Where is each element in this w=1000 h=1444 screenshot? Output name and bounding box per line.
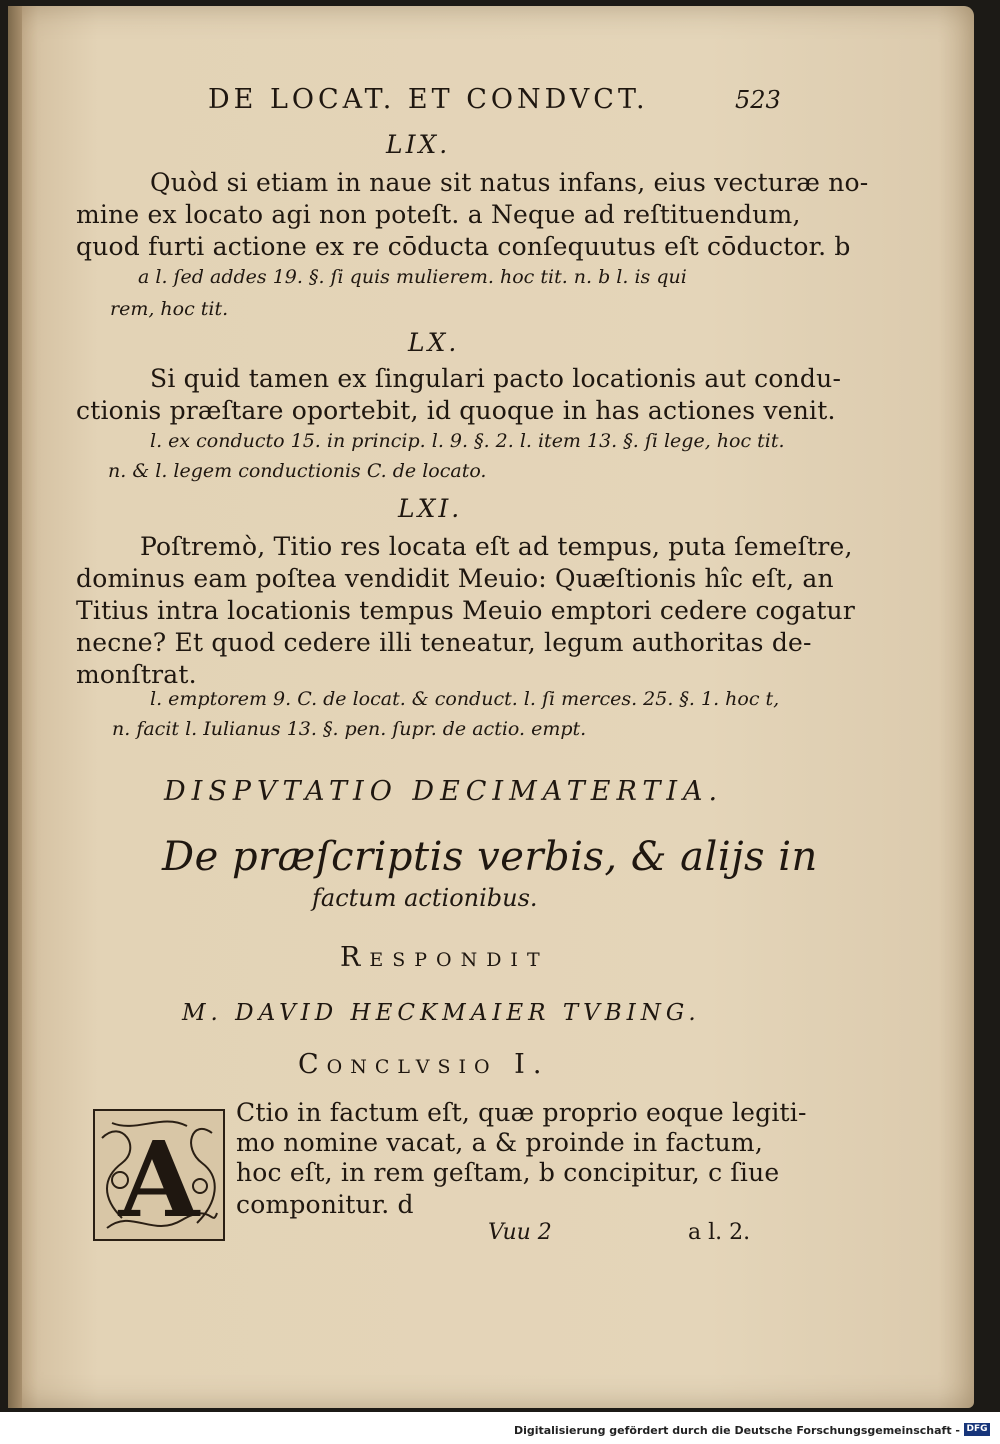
conclusion-line: componitur. d (236, 1190, 414, 1219)
conclusion-line: hoc eſt, in rem geſtam, b concipitur, c ſiue (236, 1158, 780, 1187)
disputation-subtitle-continued: factum actionibus. (312, 884, 538, 912)
respondent-name: M. DAVID HECKMAIER TVBING. (182, 1000, 701, 1026)
section-number-lx: LX. (408, 328, 460, 357)
catchword: a l. 2. (688, 1220, 751, 1245)
body-line: ctionis præſtare oportebit, id quoque in has actiones venit. (76, 396, 836, 425)
footnote-line: a l. ſed addes 19. §. ſi quis mulierem. hoc tit. n. b l. is qui (138, 266, 687, 288)
page-number: 523 (735, 86, 781, 114)
disputation-title: DISPVTATIO DECIMATERTIA. (164, 776, 724, 807)
footnote-line: l. ex conducto 15. in princip. l. 9. §. 2. l. item 13. §. ſi lege, hoc tit. (150, 430, 785, 452)
footer-credit: Digitalisierung gefördert durch die Deutsche Forschungsgemeinschaft - (513, 1424, 960, 1437)
initial-letter: A (118, 1118, 200, 1241)
decorated-initial-icon (92, 1108, 226, 1242)
signature-mark: Vuu 2 (488, 1220, 552, 1245)
body-line: monſtrat. (76, 660, 197, 689)
body-line: quod furti actione ex re cōducta conſequutus eſt cōductor. b (76, 232, 851, 261)
page-gutter-shadow (8, 6, 22, 1408)
conclusion-line: Ctio in factum eſt, quæ proprio eoque legiti- (236, 1098, 807, 1127)
footnote-line: n. facit l. Iulianus 13. §. pen. ſupr. de actio. empt. (112, 718, 587, 740)
conclusio-heading: Conclvsio I. (298, 1049, 550, 1080)
conclusion-line: mo nomine vacat, a & proinde in factum, (236, 1128, 763, 1157)
dfg-logo: DFG (964, 1423, 990, 1436)
body-line: mine ex locato agi non poteſt. a Neque ad reſtituendum, (76, 200, 801, 229)
body-line: Titius intra locationis tempus Meuio emptori cedere cogatur (76, 596, 856, 625)
body-line: Poſtremò, Titio res locata eſt ad tempus, puta ſemeſtre, (140, 532, 853, 561)
body-line: Quòd si etiam in naue sit natus infans, eius vecturæ no- (150, 168, 869, 197)
disputation-subtitle: De præſcriptis verbis, & alijs in (162, 834, 818, 880)
body-line: Si quid tamen ex ſingulari pacto locationis aut condu- (150, 364, 842, 393)
section-number-lxi: LXI. (398, 494, 463, 523)
footnote-line: l. emptorem 9. C. de locat. & conduct. l. ſi merces. 25. §. 1. hoc t, (150, 688, 780, 710)
section-number-lix: LIX. (386, 130, 451, 159)
footnote-line: rem, hoc tit. (110, 298, 229, 320)
running-head: DE LOCAT. ET CONDVCT. (208, 84, 649, 115)
body-line: dominus eam poſtea vendidit Meuio: Quæſtionis hîc eſt, an (76, 564, 834, 593)
respondit-heading: Respondit (340, 942, 549, 973)
footnote-line: n. & l. legem conductionis C. de locato. (108, 460, 487, 482)
body-line: necne? Et quod cedere illi teneatur, legum authoritas de- (76, 628, 812, 657)
